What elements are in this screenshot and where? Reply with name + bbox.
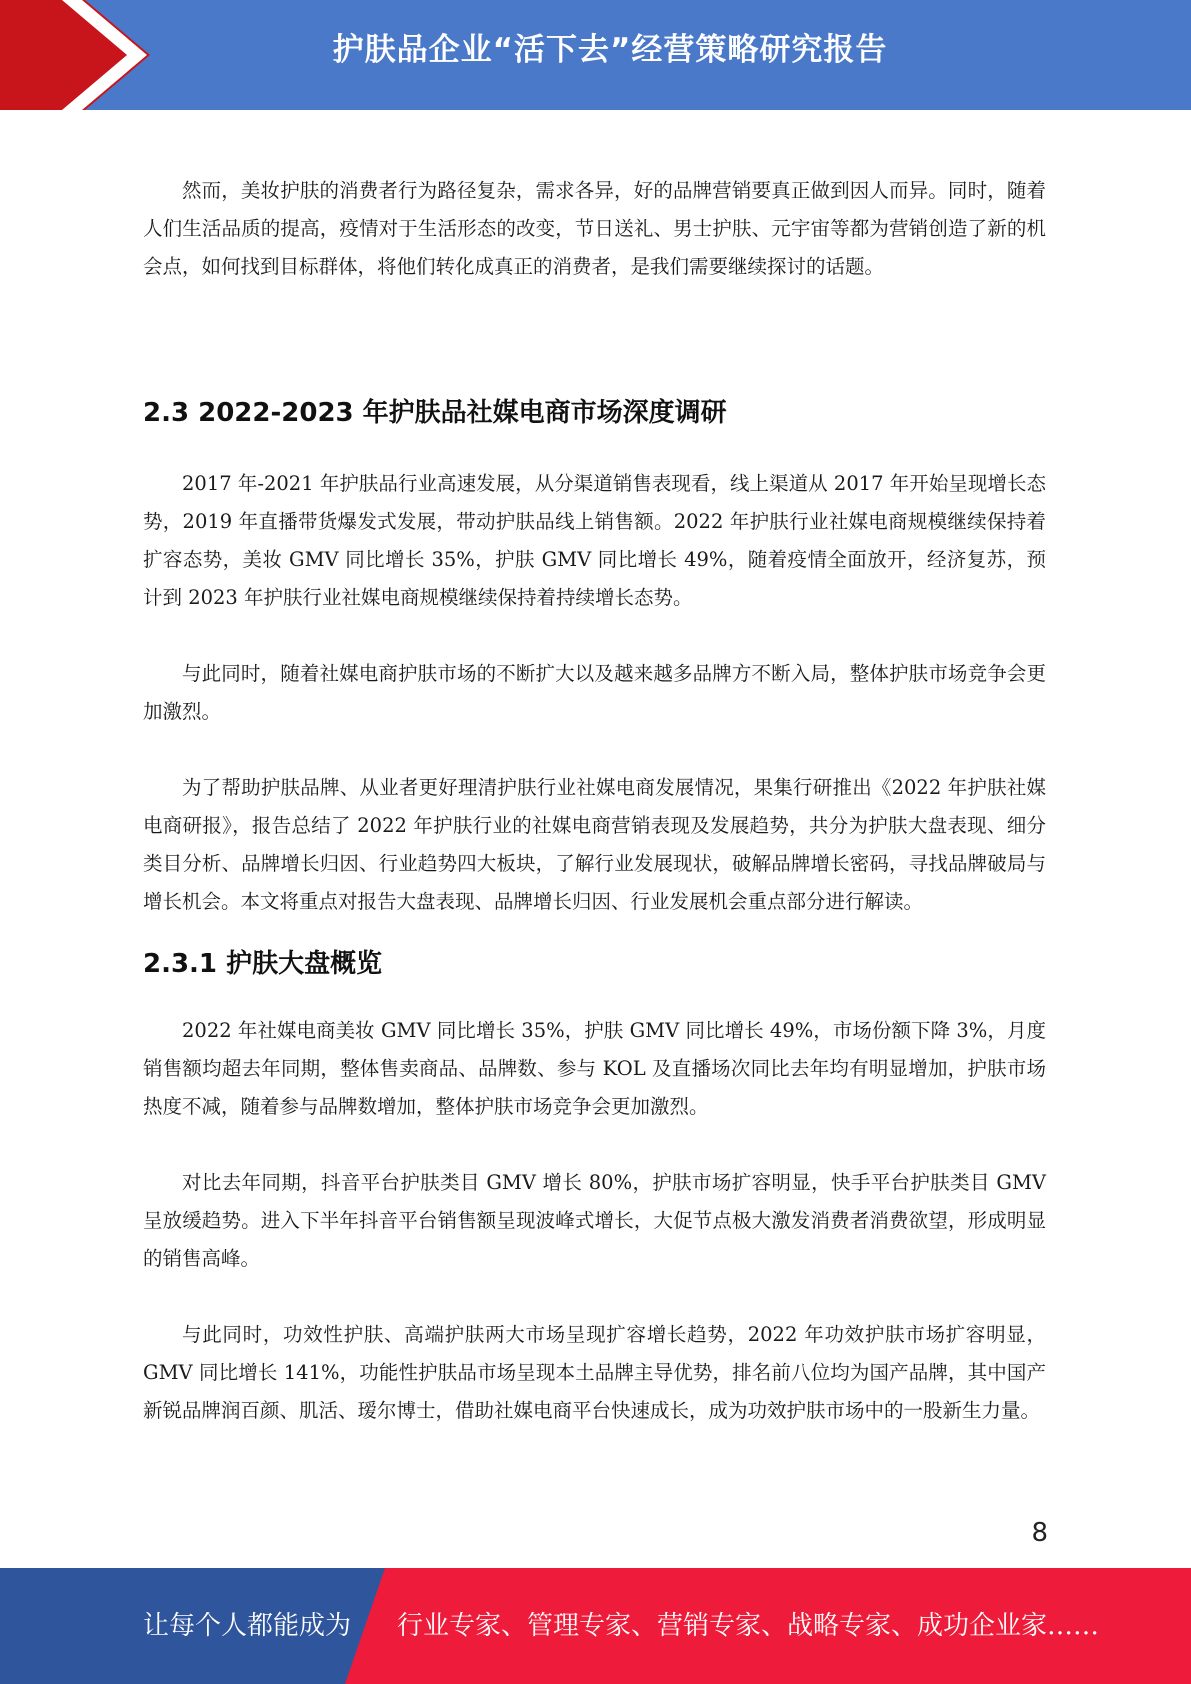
page-number: 8	[1031, 1518, 1048, 1548]
paragraph-platform-comparison: 对比去年同期，抖音平台护肤类目 GMV 增长 80%，护肤市场扩容明显，快手平台护肤类目 GMV 呈放缓趋势。进入下半年抖音平台销售额呈现波峰式增长，大促节点极大激发消费者消费欲望，形成明显的销售高峰。	[143, 1171, 1046, 1270]
paragraph-functional-skincare: 与此同时，功效性护肤、高端护肤两大市场呈现扩容增长趋势，2022 年功效护肤市场扩容明显，GMV 同比增长 141%，功能性护肤品市场呈现本土品牌主导优势，排名前八位均为国产品牌，其中国产新锐品牌润百颜、肌活、瑷尔博士，借助社媒电商平台快速成长，成为功效护肤市场中的一股新生力量。	[143, 1323, 1046, 1422]
section-heading-2-3-1: 2.3.1 护肤大盘概览	[143, 949, 383, 979]
header-banner	[0, 0, 1191, 110]
footer-banner	[0, 1568, 1191, 1684]
footer-slogan-right: 行业专家、管理专家、营销专家、战略专家、成功企业家……	[397, 1611, 1100, 1641]
footer-slogan-left: 让每个人都能成为	[143, 1611, 352, 1641]
paragraph-market-growth: 2017 年-2021 年护肤品行业高速发展，从分渠道销售表现看，线上渠道从 2017 年开始呈现增长态势，2019 年直播带货爆发式发展，带动护肤品线上销售额。2022 年护肤行业社媒电商规模继续保持着扩容态势，美妆 GMV 同比增长 35%，护肤 GMV 同比增长 49%，随着疫情全面放开，经济复苏，预计到 2023 年护肤行业社媒电商规模继续保持着持续增长态势。	[143, 472, 1046, 609]
section-heading-2-3: 2.3 2022-2023 年护肤品社媒电商市场深度调研	[143, 398, 727, 428]
paragraph-report-summary: 为了帮助护肤品牌、从业者更好理清护肤行业社媒电商发展情况，果集行研推出《2022 年护肤社媒电商研报》，报告总结了 2022 年护肤行业的社媒电商营销表现及发展趋势，共分为护肤大盘表现、细分类目分析、品牌增长归因、行业趋势四大板块，了解行业发展现状，破解品牌增长密码，寻找品牌破局与增长机会。本文将重点对报告大盘表现、品牌增长归因、行业发展机会重点部分进行解读。	[143, 776, 1046, 913]
report-title: 护肤品企业“活下去”经营策略研究报告	[332, 32, 888, 68]
main-content	[143, 172, 1046, 1430]
paragraph-intro: 然而，美妆护肤的消费者行为路径复杂，需求各异，好的品牌营销要真正做到因人而异。同时，随着人们生活品质的提高，疫情对于生活形态的改变，节日送礼、男士护肤、元宇宙等都为营销创造了新的机会点，如何找到目标群体，将他们转化成真正的消费者，是我们需要继续探讨的话题。	[143, 179, 1046, 278]
paragraph-competition: 与此同时，随着社媒电商护肤市场的不断扩大以及越来越多品牌方不断入局，整体护肤市场竞争会更加激烈。	[143, 662, 1046, 723]
paragraph-overview-gmv: 2022 年社媒电商美妆 GMV 同比增长 35%，护肤 GMV 同比增长 49%，市场份额下降 3%，月度销售额均超去年同期，整体售卖商品、品牌数、参与 KOL 及直播场次同比去年均有明显增加，护肤市场热度不减，随着参与品牌数增加，整体护肤市场竞争会更加激烈。	[143, 1019, 1046, 1118]
